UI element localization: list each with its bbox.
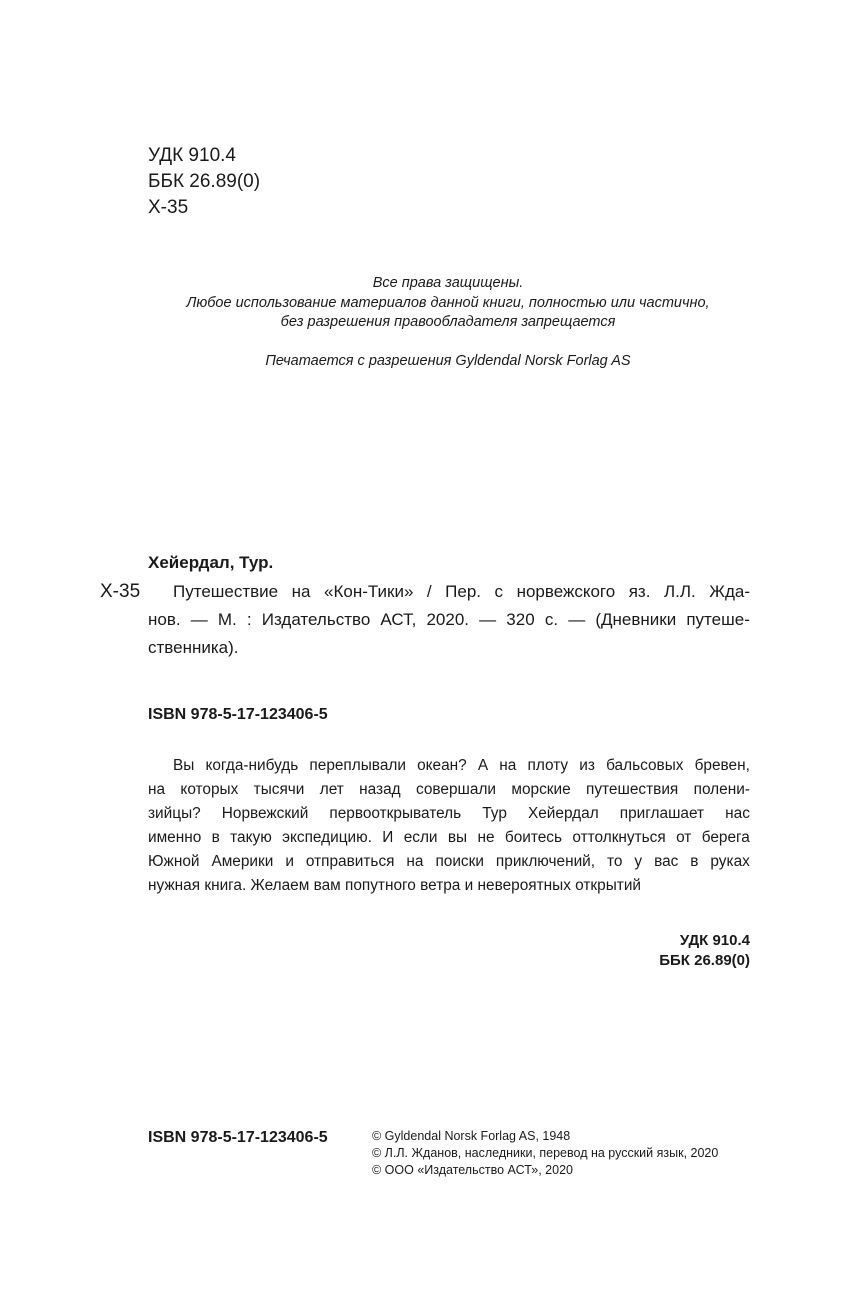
text-line [148,826,750,850]
word: М. [217,610,237,629]
word: на [291,582,311,601]
word: 320 [506,610,535,629]
word: Жда- [709,582,750,601]
word: в [690,853,699,870]
word: АСТ, [380,610,417,629]
word: из [579,757,595,774]
word: на [148,781,166,798]
word: такую [230,829,272,846]
word: тысячи [253,781,305,798]
bbk-code: ББК 26.89(0) [148,171,261,192]
word: Южной [148,853,200,870]
word: бальсовых [606,757,684,774]
text-line [148,802,750,826]
word: Норвежский [221,805,309,822]
word: экспедицию. [282,829,372,846]
word: у [634,853,643,870]
word: яз. [628,582,651,601]
word: «Кон-Тики» [324,582,414,601]
rights-notice [148,274,748,371]
word: / [426,582,432,601]
text-line [148,874,750,898]
word: — [568,610,586,629]
word: Америки [211,853,274,870]
word: и [285,853,294,870]
word: с [494,582,504,601]
book-annotation [148,754,750,898]
text-line [148,606,750,634]
text-line [148,578,750,606]
rights-spacer [148,333,748,352]
text-line [148,634,750,662]
word: переплывали [309,757,406,774]
bibliographic-description [148,578,750,662]
word: нов. [148,610,181,629]
classification-codes [148,143,260,221]
copyright-line: © Gyldendal Norsk Forlag AS, 1948 [372,1129,571,1143]
word: (Дневники [595,610,677,629]
isbn-bottom: ISBN 978-5-17-123406-5 [148,1129,328,1146]
word: не [477,829,495,846]
word: бревен, [694,757,750,774]
word: приглашает [619,805,705,822]
word: лет [319,781,344,798]
word: зийцы? [148,805,201,822]
word: океан? [417,757,467,774]
word: назад [359,781,401,798]
word: берега [701,829,750,846]
isbn-top: ISBN 978-5-17-123406-5 [148,706,328,723]
text-line [148,778,750,802]
copyright-line: © Л.Л. Жданов, наследники, перевод на русский язык, 2020 [372,1146,719,1160]
word: руках [710,853,750,870]
author-sign: Х-35 [148,197,189,218]
word: путеше- [686,610,750,629]
word: А [477,757,489,774]
bib-author-sign: Х-35 [100,581,141,602]
word: в [211,829,220,846]
word: то [607,853,623,870]
word: на [406,853,424,870]
word: первооткрыватель [329,805,462,822]
word: 2020. [426,610,470,629]
word: с. [544,610,559,629]
word: от [676,829,692,846]
word: если [403,829,438,846]
word: совершали [416,781,497,798]
word: Вы [173,757,195,774]
word: Издательство [261,610,371,629]
word: вы [447,829,468,846]
copyright-block [372,1128,718,1179]
word: поиски [435,853,484,870]
word: полени- [693,781,750,798]
author-heading: Хейердал, Тур. [148,553,274,572]
word: когда-нибудь [205,757,299,774]
permission-notice: Печатается с разрешения Gyldendal Norsk Forlag AS [265,352,631,369]
word: нужная книга. Желаем вам попутного ветра и невероятных открытий [148,877,642,894]
word: на [499,757,517,774]
word: Хейердал [527,805,599,822]
word: Пер. [445,582,482,601]
word: отправиться [305,853,395,870]
word: морские [511,781,571,798]
word: — [190,610,208,629]
word: Путешествие [173,582,279,601]
word: нас [725,805,750,822]
word: Л.Л. [663,582,696,601]
word: приключений, [495,853,596,870]
word: ственника). [148,638,239,657]
text-line [148,850,750,874]
copyright-line: © ООО «Издательство АСТ», 2020 [372,1163,573,1177]
word: : [246,610,252,629]
bbk-code-bottom: ББК 26.89(0) [659,952,750,969]
word: боитесь [504,829,562,846]
classification-codes-bottom [659,931,750,971]
word: именно [148,829,202,846]
rights-line-2: Любое использование материалов данной книги, полностью или частично, [186,294,710,311]
udk-code: УДК 910.4 [148,145,236,166]
rights-line-3: без разрешения правообладателя запрещается [280,314,616,330]
word: И [382,829,394,846]
word: путешествия [586,781,679,798]
word: которых [180,781,239,798]
udk-code-bottom: УДК 910.4 [679,932,750,949]
word: Тур [482,805,507,822]
word: — [479,610,497,629]
word: норвежского [516,582,616,601]
text-line [148,754,750,778]
word: плоту [527,757,569,774]
rights-line-1: Все права защищены. [372,275,524,291]
word: оттолкнуться [572,829,666,846]
word: вас [654,853,679,870]
